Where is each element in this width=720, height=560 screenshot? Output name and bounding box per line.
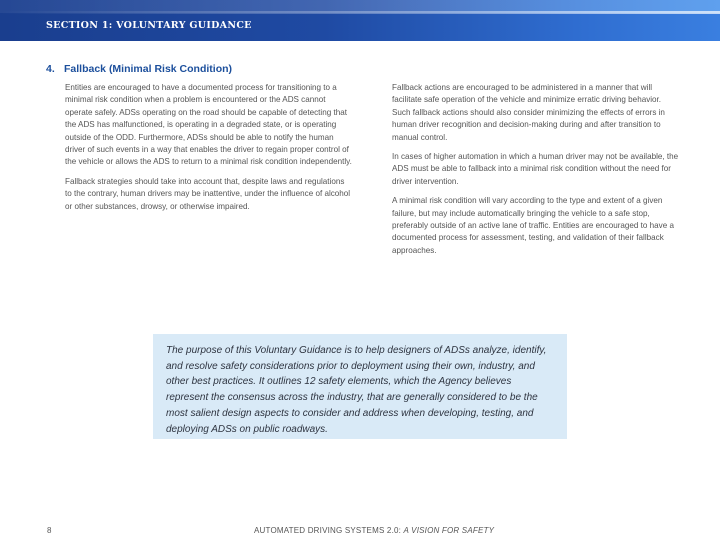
body-paragraph: In cases of higher automation in which a human driver may not be available, the ADS must be able to fallback into a minimal risk condition without the need for driver intervention.	[392, 152, 679, 186]
body-paragraph: A minimal risk condition will vary according to the type and extent of a given failure, but may include automatically bringing the vehicle to a safe stop, preferably outside of an active lane of traffic. Entities are encouraged to have a documented process for assessment, testing, and validation of their fallback approaches.	[392, 196, 674, 255]
subsection-number: 4.	[46, 63, 55, 75]
section-title: SECTION 1: VOLUNTARY GUIDANCE	[46, 20, 252, 31]
callout-box	[153, 334, 567, 439]
subsection-title: Fallback (Minimal Risk Condition)	[64, 63, 233, 75]
banner-highlight-stripe	[0, 11, 720, 14]
footer-title-main: AUTOMATED DRIVING SYSTEMS 2.0:	[254, 526, 402, 535]
page-number: 8	[47, 526, 52, 535]
callout-text: The purpose of this Voluntary Guidance is to help designers of ADSs analyze, identify, and resolve safety considerations prior to deployment using their own, industry, and other best practices. It outlines 12 safety elements, which the Agency believes represent the consensus across the industry, that are generally considered to be the most salient design aspects to consider and address when developing, testing, and deploying ADSs on public roadways.	[166, 345, 547, 435]
body-paragraph: Fallback actions are encouraged to be administered in a manner that will facilitate safe operation of the vehicle and minimize erratic driving behavior. Such fallback actions should also consider minimizing the effects of errors in human driver recognition and decision-making during and after transition to manual control.	[392, 83, 665, 142]
body-paragraph: Entities are encouraged to have a documented process for transitioning to a minimal risk condition when a problem is encountered or the ADS cannot operate safely. ADSs operating on the road should be capable of detecting that the ADS has malfunctioned, is operating in a degraded state, or is operating outside of the ODD. Furthermore, ADSs should be able to notify the human driver of such events in a way that enables the driver to regain proper control of the vehicle or allows the ADS to return to a minimal risk condition independently.	[65, 83, 352, 167]
left-column	[65, 82, 353, 220]
footer-title-italic: A VISION FOR SAFETY	[403, 526, 495, 535]
section-banner	[0, 0, 720, 41]
subsection-heading	[46, 63, 232, 75]
right-column	[392, 82, 680, 264]
footer-document-title	[254, 526, 494, 535]
body-paragraph: Fallback strategies should take into account that, despite laws and regulations to the contrary, human drivers may be inattentive, under the influence of alcohol or other substances, drowsy, or otherwise impaired.	[65, 176, 351, 211]
